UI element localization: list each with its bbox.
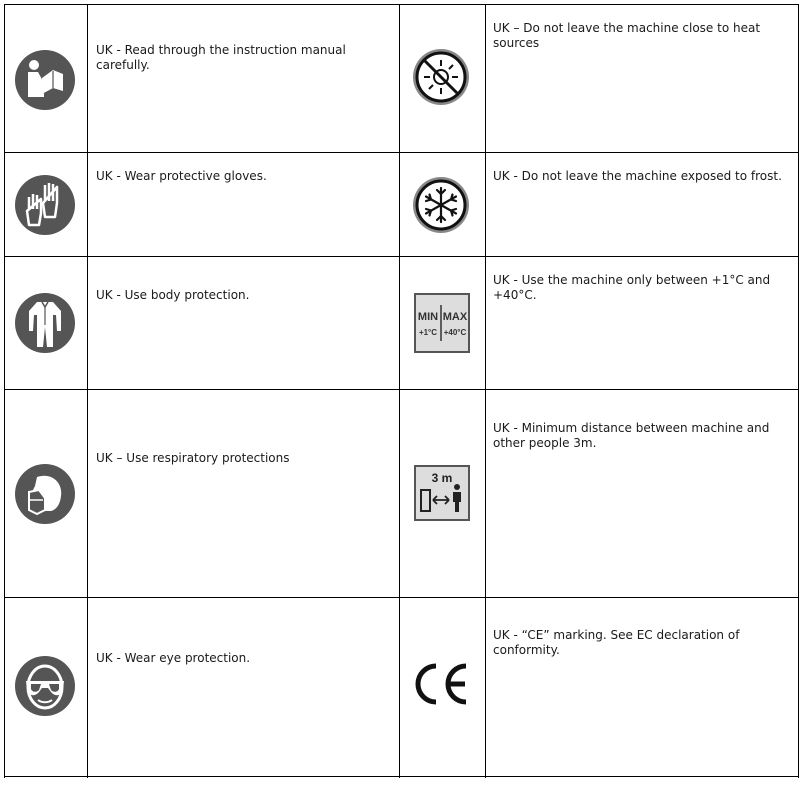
table-divider-col3 <box>485 4 486 778</box>
table-border-left <box>4 4 5 778</box>
eye-protection-icon <box>15 656 75 716</box>
row2-left-text: UK - Wear protective gloves. <box>96 169 267 183</box>
table-border-bottom <box>4 776 799 777</box>
minimum-distance-sign <box>414 465 470 521</box>
respiratory-protection-icon <box>15 464 75 524</box>
protective-gloves-icon <box>15 175 75 235</box>
table-row-divider-4 <box>4 597 799 598</box>
table-border-top <box>4 4 799 5</box>
table-row-divider-3 <box>4 389 799 390</box>
row1-left-text: UK - Read through the instruction manual carefully. <box>96 43 346 72</box>
table-divider-col1 <box>87 4 88 778</box>
table-row-divider-2 <box>4 256 799 257</box>
row5-right-text: UK - “CE” marking. See EC declaration of conformity. <box>493 628 740 657</box>
temp-max-label: MAX <box>442 311 468 323</box>
ce-marking-logo <box>412 660 470 708</box>
row1-right-text: UK – Do not leave the machine close to heat sources <box>493 21 761 50</box>
no-frost-icon <box>412 176 470 234</box>
distance-label: 3 m <box>431 471 453 485</box>
temp-max-value: +40°C <box>443 328 467 337</box>
row2-right-text: UK - Do not leave the machine exposed to frost. <box>493 169 782 183</box>
temp-min-label: MIN <box>417 311 439 323</box>
table-divider-col2 <box>399 4 400 778</box>
row5-left-text: UK - Wear eye protection. <box>96 651 251 665</box>
body-protection-icon <box>15 293 75 353</box>
temp-min-value: +1°C <box>418 328 438 337</box>
row3-left-text: UK - Use body protection. <box>96 288 250 302</box>
table-border-right <box>798 4 799 778</box>
row4-right-text: UK - Minimum distance between machine and other people 3m. <box>493 421 770 450</box>
row4-left-text: UK – Use respiratory protections <box>96 451 290 465</box>
read-manual-icon <box>15 50 75 110</box>
table-row-divider-1 <box>4 152 799 153</box>
row3-right-text: UK - Use the machine only between +1°C and +40°C. <box>493 273 771 302</box>
no-heat-sources-icon <box>412 48 470 106</box>
temperature-range-sign <box>414 293 470 353</box>
